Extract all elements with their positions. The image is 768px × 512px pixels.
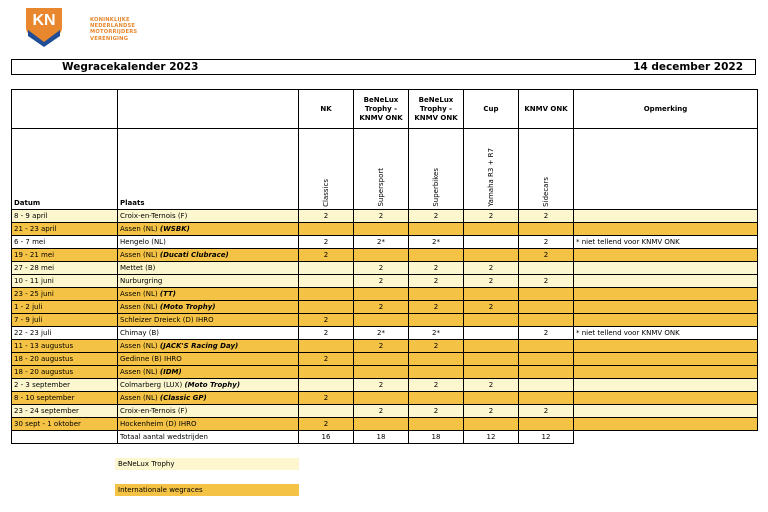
row-plaats-text: Assen (NL) xyxy=(120,367,158,376)
row-opmerking xyxy=(574,379,758,392)
row-plaats-text: Hengelo (NL) xyxy=(120,237,166,246)
header-yamaha: Yamaha R3 + R7 xyxy=(487,148,495,207)
table-row xyxy=(12,288,758,301)
row-opmerking xyxy=(574,223,758,236)
row-classics: 2 xyxy=(299,327,354,340)
row-plaats xyxy=(118,392,299,405)
row-yamaha xyxy=(464,314,519,327)
total-superbikes: 18 xyxy=(409,431,464,444)
header-empty xyxy=(118,90,299,129)
row-supersport: 2* xyxy=(354,236,409,249)
row-sidecars: 2 xyxy=(519,236,574,249)
row-event: (IDM) xyxy=(159,367,182,376)
table-row xyxy=(12,223,758,236)
row-opmerking xyxy=(574,340,758,353)
row-yamaha: 2 xyxy=(464,379,519,392)
row-supersport xyxy=(354,223,409,236)
row-plaats xyxy=(118,236,299,249)
row-superbikes xyxy=(409,392,464,405)
row-plaats-text: Gedinne (B) IHRO xyxy=(120,354,182,363)
row-supersport xyxy=(354,249,409,262)
row-event: (Moto Trophy) xyxy=(159,302,216,311)
table-row xyxy=(12,405,758,418)
row-plaats-text: Croix-en-Ternois (F) xyxy=(120,211,188,220)
row-plaats-text: Hockenheim (D) IHRO xyxy=(120,419,197,428)
logo-line: KONINKLIJKE xyxy=(90,17,130,23)
row-yamaha xyxy=(464,392,519,405)
row-sidecars: 2 xyxy=(519,249,574,262)
row-opmerking xyxy=(574,210,758,223)
header-sidecars: Sidecars xyxy=(542,177,550,207)
row-sidecars xyxy=(519,340,574,353)
logo-text xyxy=(90,17,137,42)
total-supersport: 18 xyxy=(354,431,409,444)
row-event: (Classic GP) xyxy=(159,393,207,402)
header-nk: NK xyxy=(299,90,354,129)
row-superbikes: 2 xyxy=(409,379,464,392)
row-event: (Moto Trophy) xyxy=(184,380,241,389)
row-superbikes: 2 xyxy=(409,301,464,314)
row-yamaha xyxy=(464,236,519,249)
table-row xyxy=(12,236,758,249)
row-plaats-text: Croix-en-Ternois (F) xyxy=(120,406,188,415)
header-classics-cell xyxy=(299,129,354,210)
header-empty xyxy=(574,129,758,210)
header-classics: Classics xyxy=(322,179,330,207)
row-yamaha xyxy=(464,327,519,340)
page-title: Wegracekalender 2023 xyxy=(62,61,199,73)
row-superbikes xyxy=(409,249,464,262)
row-classics xyxy=(299,366,354,379)
row-datum: 19 - 21 mei xyxy=(12,249,118,262)
row-superbikes xyxy=(409,288,464,301)
row-opmerking xyxy=(574,314,758,327)
row-classics xyxy=(299,340,354,353)
knmv-logo xyxy=(24,6,138,48)
row-plaats xyxy=(118,314,299,327)
row-plaats xyxy=(118,327,299,340)
row-plaats xyxy=(118,262,299,275)
row-plaats xyxy=(118,249,299,262)
row-plaats xyxy=(118,288,299,301)
row-opmerking xyxy=(574,262,758,275)
totals-label: Totaal aantal wedstrijden xyxy=(118,431,299,444)
row-classics xyxy=(299,379,354,392)
row-yamaha xyxy=(464,288,519,301)
row-opmerking xyxy=(574,418,758,431)
row-sidecars xyxy=(519,301,574,314)
calendar-rows xyxy=(12,210,758,431)
row-plaats-text: Assen (NL) xyxy=(120,341,158,350)
row-datum: 18 - 20 augustus xyxy=(12,353,118,366)
row-classics xyxy=(299,275,354,288)
row-plaats xyxy=(118,210,299,223)
row-supersport: 2 xyxy=(354,262,409,275)
row-supersport: 2 xyxy=(354,379,409,392)
table-row xyxy=(12,327,758,340)
row-sidecars xyxy=(519,262,574,275)
logo-line: MOTORRIJDERS xyxy=(90,29,138,36)
row-classics xyxy=(299,301,354,314)
row-opmerking xyxy=(574,249,758,262)
header-supersport-cell xyxy=(354,129,409,210)
row-datum: 1 - 2 juli xyxy=(12,301,118,314)
table-row xyxy=(12,353,758,366)
row-sidecars xyxy=(519,418,574,431)
row-yamaha xyxy=(464,366,519,379)
row-superbikes: 2 xyxy=(409,275,464,288)
totals-row xyxy=(12,431,758,444)
header-empty xyxy=(12,90,118,129)
header-datum: Datum xyxy=(12,129,118,210)
header-knmv-onk: KNMV ONK xyxy=(519,90,574,129)
row-sidecars: 2 xyxy=(519,275,574,288)
row-yamaha: 2 xyxy=(464,405,519,418)
row-plaats-text: Schleizer Dreieck (D) IHRO xyxy=(120,315,214,324)
row-plaats xyxy=(118,275,299,288)
row-supersport xyxy=(354,314,409,327)
row-sidecars: 2 xyxy=(519,405,574,418)
row-superbikes xyxy=(409,314,464,327)
row-supersport xyxy=(354,288,409,301)
legend-international-races: Internationale wegraces xyxy=(115,484,299,496)
row-supersport xyxy=(354,392,409,405)
row-yamaha: 2 xyxy=(464,262,519,275)
document-date: 14 december 2022 xyxy=(633,61,743,73)
table-row xyxy=(12,262,758,275)
row-event: (JACK'S Racing Day) xyxy=(159,341,239,350)
row-datum: 30 sept - 1 oktober xyxy=(12,418,118,431)
row-classics: 2 xyxy=(299,418,354,431)
row-sidecars xyxy=(519,353,574,366)
row-plaats-text: Assen (NL) xyxy=(120,302,158,311)
table-row xyxy=(12,418,758,431)
row-yamaha: 2 xyxy=(464,210,519,223)
race-calendar-table xyxy=(11,89,758,444)
row-supersport xyxy=(354,418,409,431)
row-opmerking xyxy=(574,301,758,314)
table-row xyxy=(12,301,758,314)
table-row xyxy=(12,379,758,392)
table-row xyxy=(12,210,758,223)
header-row-classes xyxy=(12,129,758,210)
row-yamaha xyxy=(464,418,519,431)
row-opmerking xyxy=(574,353,758,366)
row-classics: 2 xyxy=(299,392,354,405)
total-yamaha: 12 xyxy=(464,431,519,444)
header-yamaha-cell xyxy=(464,129,519,210)
row-event: (Ducati Clubrace) xyxy=(159,250,229,259)
row-datum: 18 - 20 augustus xyxy=(12,366,118,379)
row-sidecars xyxy=(519,392,574,405)
row-classics xyxy=(299,288,354,301)
table-row xyxy=(12,275,758,288)
row-yamaha: 2 xyxy=(464,275,519,288)
row-plaats xyxy=(118,340,299,353)
header-cup: Cup xyxy=(464,90,519,129)
row-classics xyxy=(299,405,354,418)
row-sidecars xyxy=(519,366,574,379)
row-superbikes: 2 xyxy=(409,405,464,418)
row-superbikes xyxy=(409,366,464,379)
row-plaats xyxy=(118,418,299,431)
row-plaats xyxy=(118,405,299,418)
row-datum: 27 - 28 mei xyxy=(12,262,118,275)
row-plaats xyxy=(118,353,299,366)
row-supersport: 2 xyxy=(354,405,409,418)
row-superbikes: 2* xyxy=(409,327,464,340)
row-classics: 2 xyxy=(299,236,354,249)
row-sidecars: 2 xyxy=(519,327,574,340)
row-datum: 7 - 9 juli xyxy=(12,314,118,327)
table-row xyxy=(12,340,758,353)
row-superbikes: 2 xyxy=(409,262,464,275)
row-event: (TT) xyxy=(159,289,176,298)
row-datum: 22 - 23 juli xyxy=(12,327,118,340)
total-classics: 16 xyxy=(299,431,354,444)
row-opmerking xyxy=(574,392,758,405)
header-row-groups xyxy=(12,90,758,129)
table-row xyxy=(12,314,758,327)
row-classics: 2 xyxy=(299,353,354,366)
row-superbikes: 2 xyxy=(409,210,464,223)
row-sidecars xyxy=(519,288,574,301)
row-opmerking: * niet tellend voor KNMV ONK xyxy=(574,236,758,249)
row-classics xyxy=(299,262,354,275)
row-sidecars: 2 xyxy=(519,210,574,223)
row-plaats-text: Assen (NL) xyxy=(120,289,158,298)
row-plaats-text: Assen (NL) xyxy=(120,393,158,402)
row-supersport: 2 xyxy=(354,275,409,288)
row-supersport: 2 xyxy=(354,340,409,353)
row-plaats xyxy=(118,301,299,314)
header-superbikes: Superbikes xyxy=(432,168,440,207)
legend-benelux-trophy: BeNeLux Trophy xyxy=(115,458,299,470)
row-yamaha: 2 xyxy=(464,301,519,314)
header-benelux-supersport: BeNeLux Trophy - KNMV ONK xyxy=(354,90,409,129)
row-plaats-text: Chimay (B) xyxy=(120,328,160,337)
header-benelux-superbikes: BeNeLux Trophy - KNMV ONK xyxy=(409,90,464,129)
row-opmerking xyxy=(574,275,758,288)
knmv-logo-icon xyxy=(24,6,64,48)
row-event: (WSBK) xyxy=(159,224,190,233)
row-yamaha xyxy=(464,340,519,353)
row-plaats-text: Nurburgring xyxy=(120,276,163,285)
table-row xyxy=(12,366,758,379)
row-datum: 23 - 25 juni xyxy=(12,288,118,301)
row-sidecars xyxy=(519,223,574,236)
row-datum: 8 - 9 april xyxy=(12,210,118,223)
row-plaats-text: Assen (NL) xyxy=(120,224,158,233)
row-plaats-text: Colmarberg (LUX) xyxy=(120,380,183,389)
row-plaats-text: Mettet (B) xyxy=(120,263,156,272)
row-supersport: 2 xyxy=(354,301,409,314)
row-superbikes: 2 xyxy=(409,340,464,353)
row-plaats-text: Assen (NL) xyxy=(120,250,158,259)
row-supersport xyxy=(354,353,409,366)
row-supersport: 2* xyxy=(354,327,409,340)
row-plaats xyxy=(118,379,299,392)
row-superbikes xyxy=(409,353,464,366)
row-sidecars xyxy=(519,314,574,327)
row-classics: 2 xyxy=(299,314,354,327)
title-bar xyxy=(11,59,756,75)
logo-line: NEDERLANDSE xyxy=(90,23,136,30)
logo-line: VERENIGING xyxy=(90,35,129,42)
row-datum: 8 - 10 september xyxy=(12,392,118,405)
row-datum: 6 - 7 mei xyxy=(12,236,118,249)
row-classics: 2 xyxy=(299,210,354,223)
row-sidecars xyxy=(519,379,574,392)
totals-remark xyxy=(574,431,758,444)
row-opmerking xyxy=(574,288,758,301)
header-sidecars-cell xyxy=(519,129,574,210)
row-opmerking xyxy=(574,366,758,379)
row-datum: 21 - 23 april xyxy=(12,223,118,236)
totals-empty xyxy=(12,431,118,444)
row-datum: 23 - 24 september xyxy=(12,405,118,418)
table-row xyxy=(12,249,758,262)
row-superbikes xyxy=(409,418,464,431)
row-yamaha xyxy=(464,223,519,236)
header-plaats: Plaats xyxy=(118,129,299,210)
row-yamaha xyxy=(464,249,519,262)
row-opmerking: * niet tellend voor KNMV ONK xyxy=(574,327,758,340)
header-supersport: Supersport xyxy=(377,168,385,207)
logo-mark: KN xyxy=(32,12,56,29)
row-datum: 11 - 13 augustus xyxy=(12,340,118,353)
row-classics xyxy=(299,223,354,236)
row-yamaha xyxy=(464,353,519,366)
row-datum: 10 - 11 juni xyxy=(12,275,118,288)
row-datum: 2 - 3 september xyxy=(12,379,118,392)
header-opmerking: Opmerking xyxy=(574,90,758,129)
table-row xyxy=(12,392,758,405)
row-supersport xyxy=(354,366,409,379)
row-opmerking xyxy=(574,405,758,418)
row-superbikes xyxy=(409,223,464,236)
row-plaats xyxy=(118,366,299,379)
header-superbikes-cell xyxy=(409,129,464,210)
row-superbikes: 2* xyxy=(409,236,464,249)
row-supersport: 2 xyxy=(354,210,409,223)
row-plaats xyxy=(118,223,299,236)
total-sidecars: 12 xyxy=(519,431,574,444)
row-classics: 2 xyxy=(299,249,354,262)
